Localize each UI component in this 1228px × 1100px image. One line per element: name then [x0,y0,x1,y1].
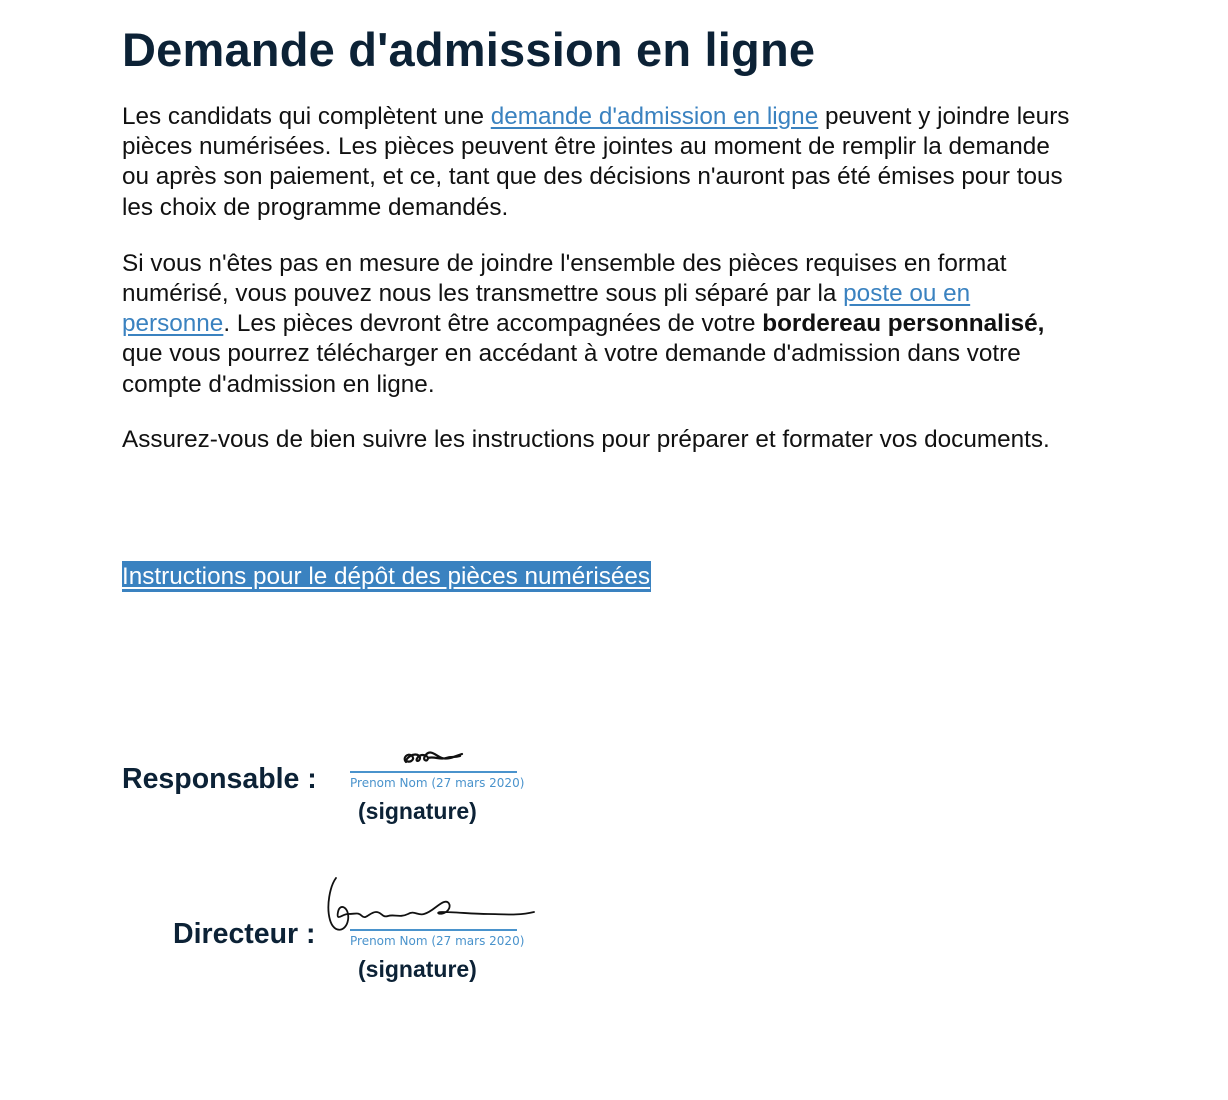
paragraph1-text-before: Les candidats qui complètent une [122,103,491,130]
document-body [122,22,1082,455]
signature-caption-responsable: (signature) [358,798,477,824]
signature-label-directeur: Directeur : [173,918,316,950]
paragraph-mail-or-person [122,249,1082,400]
page-title: Demande d'admission en ligne [122,23,816,76]
paragraph1-text-after: peuvent y joindre leurs pièces numérisées. Les pièces peuvent être jointes au moment de remplir la demande ou après son paiement, et ce, tant que des décisions n'auront pas été émises pour tous les choix de programme demandés. [122,103,1070,221]
paragraph2-text-after: que vous pourrez télécharger en accédant à votre demande d'admission dans votre compte d'admission en ligne. [122,340,1021,398]
online-application-link[interactable]: demande d'admission en ligne [490,103,819,130]
signature-label-responsable: Responsable : [122,763,317,795]
handwritten-signature-responsable [398,742,468,772]
signature-meta-responsable: Prenom Nom (27 mars 2020) [350,776,525,790]
paragraph-instructions: Assurez-vous de bien suivre les instructions pour préparer et formater vos documents. [122,425,1050,453]
paragraph-online-application [122,102,1082,223]
signature-meta-directeur: Prenom Nom (27 mars 2020) [350,934,525,948]
signature-caption-directeur: (signature) [358,956,477,982]
signature-line-responsable [350,771,517,773]
paragraph2-text-before: Si vous n'êtes pas en mesure de joindre l'ensemble des pièces requises en format numérisé, vous pouvez nous les transmettre sous pli séparé par la [122,249,1007,308]
paragraph2-bold-text: bordereau personnalisé, [762,310,1045,338]
paragraph2-text-middle: . Les pièces devront être accompagnées de votre [223,310,763,338]
instructions-link[interactable]: Instructions pour le dépôt des pièces numérisées [122,563,651,590]
mail-or-person-link[interactable]: poste ou en personne [122,280,971,338]
signature-line-directeur [350,929,517,931]
